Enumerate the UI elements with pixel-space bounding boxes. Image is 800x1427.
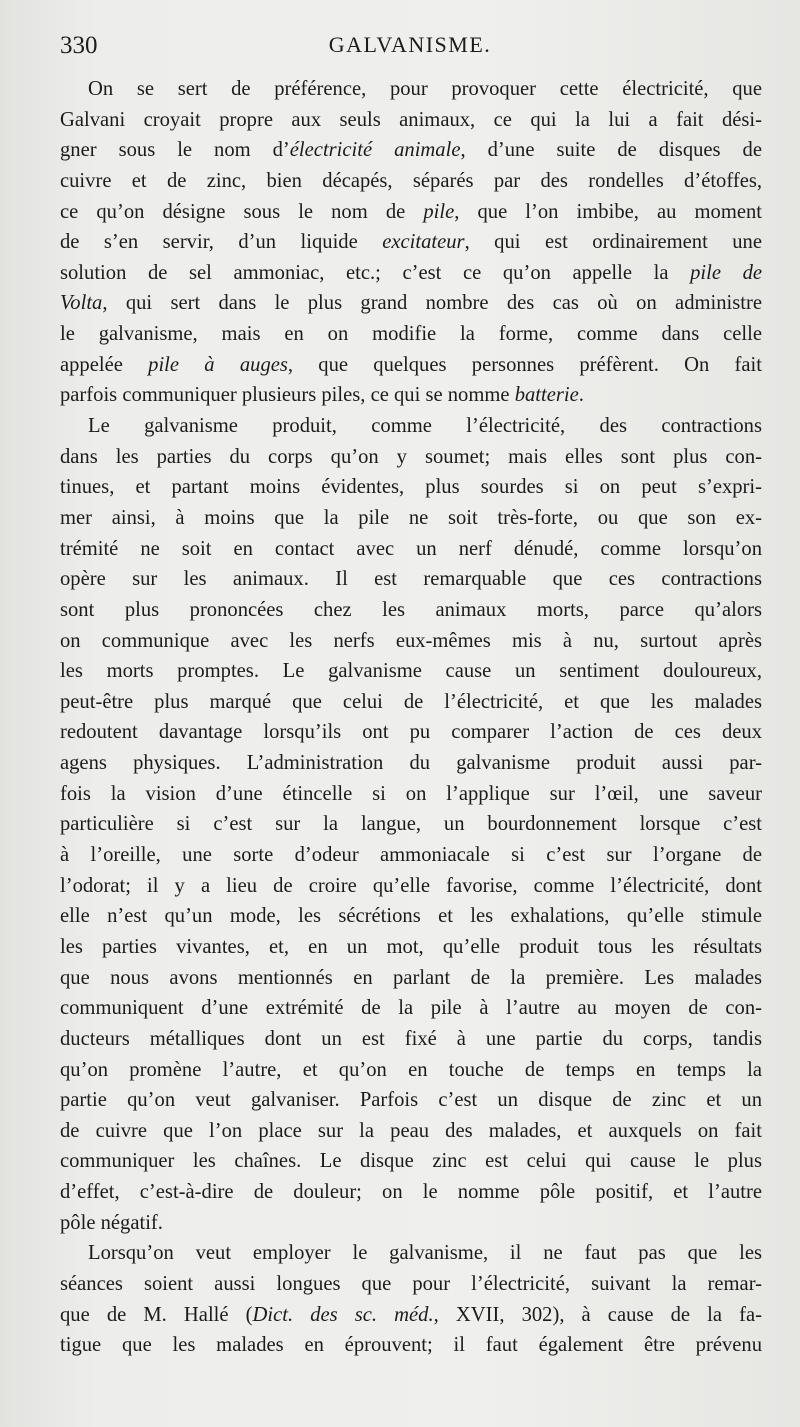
- text-line: [60, 258, 762, 289]
- text-line: [60, 595, 762, 626]
- italic-text: batterie: [514, 384, 579, 407]
- text-line: [60, 717, 762, 748]
- text-run: à l’oreille, une sorte d’odeur ammoniacale si c’est sur l’organe de: [60, 844, 762, 867]
- text-line: [60, 442, 762, 473]
- text-line: [60, 166, 762, 197]
- text-run: ce qu’on désigne sous le nom de: [60, 200, 424, 223]
- text-line: [60, 932, 762, 963]
- text-line: [60, 472, 762, 503]
- text-run: parfois communiquer plusieurs piles, ce qui se nomme: [60, 384, 515, 407]
- text-run: l’odorat; il y a lieu de croire qu’elle favorise, comme l’électricité, dont: [60, 874, 762, 897]
- text-line: [60, 1238, 762, 1269]
- text-run: , que quelques personnes préfèrent. On fait: [287, 353, 762, 376]
- text-run: les parties vivantes, et, en un mot, qu’elle produit tous les résultats: [60, 935, 762, 958]
- body-text: [60, 74, 762, 1361]
- text-line: [60, 1024, 762, 1055]
- text-line: [60, 350, 762, 381]
- italic-text: pile: [423, 200, 455, 223]
- text-run: d’effet, c’est-à-dire de douleur; on le nomme pôle positif, et l’autre: [60, 1181, 762, 1204]
- text-line: [60, 1146, 762, 1177]
- text-run: elle n’est qu’un mode, les sécrétions et les exhalations, qu’elle stimule: [60, 905, 762, 928]
- text-run: opère sur les animaux. Il est remarquable que ces contractions: [60, 568, 762, 591]
- text-line: [60, 748, 762, 779]
- text-run: fois la vision d’une étincelle si on l’applique sur l’œil, une saveur: [60, 782, 762, 805]
- text-run: pôle négatif.: [60, 1211, 163, 1234]
- text-line: [60, 1269, 762, 1300]
- text-run: séances soient aussi longues que pour l’électricité, suivant la remar-: [60, 1272, 762, 1295]
- text-run: Galvani croyait propre aux seuls animaux, ce qui la lui a fait dési-: [60, 108, 762, 131]
- italic-text: Dict. des sc. méd.: [252, 1303, 434, 1326]
- text-run: , qui est ordinairement une: [464, 231, 762, 254]
- text-line: [60, 564, 762, 595]
- text-line: [60, 809, 762, 840]
- text-run: gner sous le nom d’: [60, 139, 290, 162]
- text-run: que de M. Hallé (: [60, 1303, 253, 1326]
- text-run: tigue que les malades en éprouvent; il faut également être prévenu: [60, 1334, 762, 1357]
- page-header: [60, 32, 760, 64]
- text-run: peut-être plus marqué que celui de l’électricité, et que les malades: [60, 690, 762, 713]
- text-run: .: [578, 384, 584, 407]
- text-line: [60, 227, 762, 258]
- text-line: [60, 1116, 762, 1147]
- italic-text: électricité animale: [289, 139, 461, 162]
- text-run: communiquer les chaînes. Le disque zinc est celui qui cause le plus: [60, 1150, 762, 1173]
- text-line: [60, 319, 762, 350]
- text-line: [60, 105, 762, 136]
- text-run: tinues, et partant moins évidentes, plus sourdes si on peut s’expri-: [60, 476, 762, 499]
- text-run: qu’on promène l’autre, et qu’on en touche de temps en temps la: [60, 1058, 762, 1081]
- text-run: mer ainsi, à moins que la pile ne soit très-forte, ou que son ex-: [60, 506, 762, 529]
- text-line: [60, 1300, 762, 1331]
- paragraph: [60, 411, 762, 1238]
- text-line: [60, 288, 762, 319]
- text-run: le galvanisme, mais en on modifie la forme, comme dans celle: [60, 323, 762, 346]
- text-line: [60, 779, 762, 810]
- text-run: , d’une suite de disques de: [460, 139, 762, 162]
- text-run: On se sert de préférence, pour provoquer cette électricité, que: [88, 78, 762, 100]
- text-line: [60, 840, 762, 871]
- page-number: 330: [60, 32, 98, 59]
- text-run: redoutent davantage lorsqu’ils ont pu comparer l’action de ces deux: [60, 721, 762, 744]
- text-run: partie qu’on veut galvaniser. Parfois c’est un disque de zinc et un: [60, 1089, 762, 1112]
- text-line: [60, 993, 762, 1024]
- text-line: [60, 901, 762, 932]
- text-line: [60, 380, 762, 411]
- text-run: trémité ne soit en contact avec un nerf dénudé, comme lorsqu’on: [60, 537, 762, 560]
- running-title: GALVANISME.: [328, 32, 492, 57]
- text-line: [60, 1177, 762, 1208]
- text-run: solution de sel ammoniac, etc.; c’est ce qu’on appelle la: [60, 261, 691, 284]
- italic-text: excitateur: [382, 231, 465, 254]
- text-run: Lorsqu’on veut employer le galvanisme, il ne faut pas que les: [88, 1242, 762, 1265]
- text-line: [60, 74, 762, 105]
- text-run: ducteurs métalliques dont un est fixé à une partie du corps, tandis: [60, 1027, 762, 1050]
- text-run: appelée: [60, 353, 149, 376]
- text-line: [60, 1208, 762, 1239]
- text-line: [60, 411, 762, 442]
- text-run: , XVII, 302), à cause de la fa-: [433, 1303, 762, 1326]
- text-run: particulière si c’est sur la langue, un bourdonnement lorsque c’est: [60, 813, 762, 836]
- italic-text: pile à auges: [148, 353, 288, 376]
- text-run: sont plus prononcées chez les animaux morts, parce qu’alors: [60, 598, 762, 621]
- italic-text: Volta: [60, 292, 103, 315]
- text-run: de s’en servir, d’un liquide: [60, 231, 383, 254]
- text-run: communiquent d’une extrémité de la pile à l’autre au moyen de con-: [60, 997, 762, 1020]
- text-run: on communique avec les nerfs eux-mêmes mis à nu, surtout après: [60, 629, 762, 652]
- text-run: de cuivre que l’on place sur la peau des malades, et auxquels on fait: [60, 1119, 762, 1142]
- text-line: [60, 534, 762, 565]
- text-line: [60, 871, 762, 902]
- text-run: Le galvanisme produit, comme l’électricité, des contractions: [88, 415, 762, 438]
- text-line: [60, 656, 762, 687]
- paragraph: [60, 1238, 762, 1361]
- text-run: dans les parties du corps qu’on y soumet; mais elles sont plus con-: [60, 445, 762, 468]
- text-run: cuivre et de zinc, bien décapés, séparés par des rondelles d’étoffes,: [60, 169, 762, 192]
- text-line: [60, 687, 762, 718]
- paragraph: [60, 74, 762, 411]
- text-run: , que l’on imbibe, au moment: [454, 200, 762, 223]
- text-line: [60, 1055, 762, 1086]
- text-line: [60, 1085, 762, 1116]
- text-line: [60, 503, 762, 534]
- text-line: [60, 135, 762, 166]
- text-run: agens physiques. L’administration du galvanisme produit aussi par-: [60, 752, 762, 775]
- text-line: [60, 626, 762, 657]
- text-run: les morts promptes. Le galvanisme cause un sentiment douloureux,: [60, 660, 762, 683]
- text-run: que nous avons mentionnés en parlant de la première. Les malades: [60, 966, 762, 989]
- text-run: , qui sert dans le plus grand nombre des cas où on administre: [102, 292, 762, 315]
- italic-text: pile de: [690, 261, 763, 284]
- text-line: [60, 1330, 762, 1361]
- text-line: [60, 963, 762, 994]
- text-line: [60, 197, 762, 228]
